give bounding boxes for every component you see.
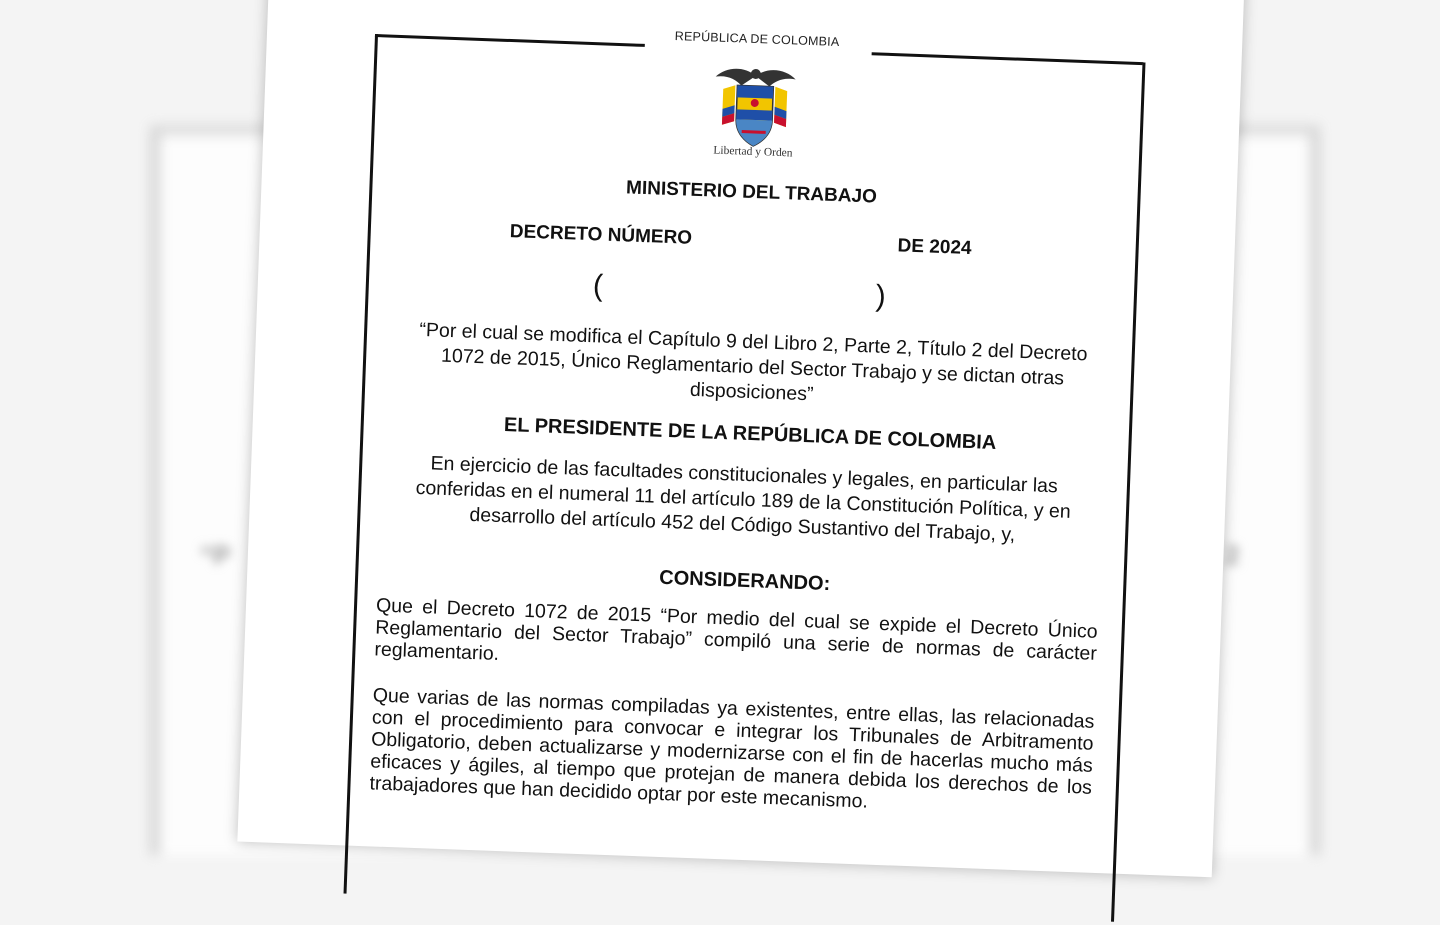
republic-heading: REPÚBLICA DE COLOMBIA [674,29,840,50]
decree-year: DE 2024 [897,235,972,260]
considering-heading: CONSIDERANDO: [658,566,831,596]
date-paren-open: ( [592,269,604,303]
motto-text: Libertad y Orden [713,144,793,160]
date-paren-close: ) [875,279,887,313]
background-text-blur: “P [200,540,231,570]
legal-basis-paragraph: En ejercicio de las facultades constitucionales y legales, en particular las conferidas en el numeral 11 del artículo 189 de la Constitución Política, y en desarrollo del artículo 452 del Código Sustantivo del Trabajo, y, [415,452,1072,546]
considering-paragraph: Que varias de las normas compiladas ya existentes, entre ellas, las relacionadas con el procedimiento para convocar e integrar los Tribunales de Arbitramento Obligatorio, deben actualizarse y modernizarse con el fin de hacerlas mucho más eficaces y ágiles, al tiempo que protejan de manera debida los derechos de los trabajadores que han decidido optar por este mecanismo. [369,684,1095,813]
decree-page [237,0,1244,877]
colombia-coat-of-arms-icon [711,60,798,153]
president-heading: EL PRESIDENTE DE LA REPÚBLICA DE COLOMBIA [503,414,997,455]
considering-paragraph: Que el Decreto 1072 de 2015 “Por medio del cual se expide el Decreto Único Reglamentario del Sector Trabajo” compiló una serie de normas de carácter reglamentario. [374,594,1099,665]
decree-number-label: DECRETO NÚMERO [509,221,693,249]
decree-title: “Por el cual se modifica el Capítulo 9 del Libro 2, Parte 2, Título 2 del Decreto 1072 de 2015, Único Reglamentario del Sector Trabajo y se dictan otras disposiciones” [419,318,1088,406]
background-text-blur: 2 [1225,540,1240,570]
ministry-heading: MINISTERIO DEL TRABAJO [625,177,878,208]
